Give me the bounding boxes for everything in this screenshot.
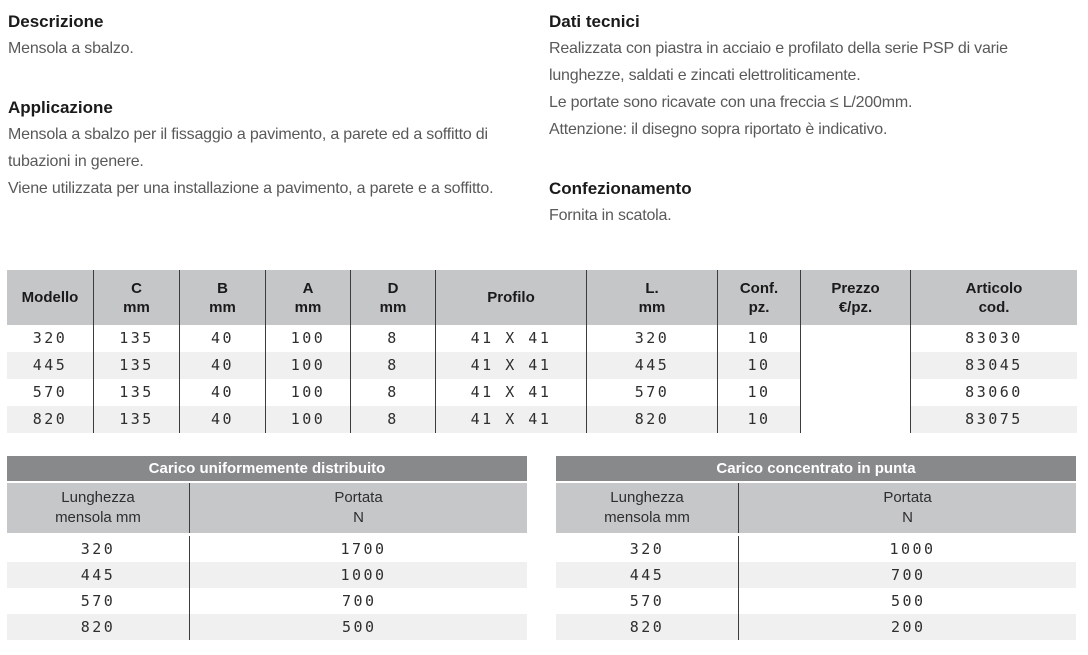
column-header-lunghezza: Lunghezza mensola mm bbox=[604, 489, 690, 526]
cell-lunghezza: 320 bbox=[80, 540, 116, 558]
load-table-tip-body bbox=[556, 536, 1076, 640]
table-row bbox=[7, 406, 1077, 433]
cell-portata: 500 bbox=[189, 614, 527, 640]
cell-lunghezza: 570 bbox=[629, 592, 665, 610]
cell-portata: 500 bbox=[738, 588, 1076, 614]
cell-l: 570 bbox=[586, 379, 717, 406]
column-header-prezzo: Prezzo €/pz. bbox=[800, 270, 910, 325]
table-row bbox=[7, 588, 527, 614]
cell-b: 40 bbox=[179, 352, 265, 379]
cell-b: 40 bbox=[179, 379, 265, 406]
table-row bbox=[7, 536, 527, 562]
table-row bbox=[7, 379, 1077, 406]
load-table-tip-title: Carico concentrato in punta bbox=[556, 456, 1076, 481]
cell-modello: 820 bbox=[32, 410, 68, 428]
right-text-column bbox=[549, 8, 1080, 229]
table-row bbox=[556, 562, 1076, 588]
cell-conf: 10 bbox=[717, 352, 800, 379]
packaging-body: Fornita in scatola. bbox=[549, 207, 672, 224]
column-header-conf-pz: Conf. pz. bbox=[717, 270, 800, 325]
application-para-1: Mensola a sbalzo per il fissaggio a pavimento, a parete ed a soffitto di tubazioni in genere. bbox=[8, 126, 488, 170]
cell-a: 100 bbox=[265, 379, 350, 406]
cell-portata: 1700 bbox=[189, 536, 527, 562]
technical-data-para-2: Le portate sono ricavate con una freccia ≤ L/200mm. bbox=[549, 94, 913, 111]
cell-conf: 10 bbox=[717, 406, 800, 433]
load-table-uniform-body bbox=[7, 536, 527, 640]
intro-text-columns bbox=[8, 8, 1080, 229]
table-row bbox=[7, 352, 1077, 379]
cell-c: 135 bbox=[93, 379, 179, 406]
cell-lunghezza: 820 bbox=[80, 618, 116, 636]
cell-d: 8 bbox=[350, 379, 435, 406]
cell-c: 135 bbox=[93, 406, 179, 433]
cell-portata: 700 bbox=[189, 588, 527, 614]
cell-conf: 10 bbox=[717, 325, 800, 352]
cell-modello: 570 bbox=[32, 383, 68, 401]
cell-prezzo bbox=[800, 406, 910, 433]
cell-modello: 320 bbox=[32, 329, 68, 347]
cell-articolo: 83075 bbox=[910, 406, 1077, 433]
cell-prezzo bbox=[800, 379, 910, 406]
packaging-title: Confezionamento bbox=[549, 179, 692, 198]
cell-profilo: 41 X 41 bbox=[435, 325, 586, 352]
cell-a: 100 bbox=[265, 406, 350, 433]
cell-b: 40 bbox=[179, 325, 265, 352]
description-title: Descrizione bbox=[8, 12, 104, 31]
technical-data-title: Dati tecnici bbox=[549, 12, 640, 31]
column-header-b-mm: B mm bbox=[179, 270, 265, 325]
cell-lunghezza: 445 bbox=[629, 566, 665, 584]
column-header-d-mm: D mm bbox=[350, 270, 435, 325]
cell-lunghezza: 570 bbox=[80, 592, 116, 610]
cell-prezzo bbox=[800, 352, 910, 379]
cell-a: 100 bbox=[265, 325, 350, 352]
application-title: Applicazione bbox=[8, 98, 113, 117]
cell-c: 135 bbox=[93, 352, 179, 379]
cell-modello: 445 bbox=[32, 356, 68, 374]
load-table-tip-header-row bbox=[556, 483, 1076, 533]
load-table-uniform-header-row bbox=[7, 483, 527, 533]
cell-lunghezza: 445 bbox=[80, 566, 116, 584]
cell-conf: 10 bbox=[717, 379, 800, 406]
column-header-articolo-cod: Articolo cod. bbox=[910, 270, 1077, 325]
technical-data-para-3: Attenzione: il disegno sopra riportato è indicativo. bbox=[549, 121, 888, 138]
cell-portata: 200 bbox=[738, 614, 1076, 640]
cell-profilo: 41 X 41 bbox=[435, 379, 586, 406]
cell-l: 320 bbox=[586, 325, 717, 352]
product-table bbox=[7, 270, 1077, 433]
column-header-a-mm: A mm bbox=[265, 270, 350, 325]
column-header-portata: Portata N bbox=[189, 483, 527, 533]
description-body: Mensola a sbalzo. bbox=[8, 40, 134, 57]
cell-c: 135 bbox=[93, 325, 179, 352]
table-row bbox=[7, 562, 527, 588]
cell-articolo: 83030 bbox=[910, 325, 1077, 352]
column-header-lunghezza: Lunghezza mensola mm bbox=[55, 489, 141, 526]
cell-d: 8 bbox=[350, 325, 435, 352]
cell-articolo: 83045 bbox=[910, 352, 1077, 379]
cell-lunghezza: 320 bbox=[629, 540, 665, 558]
table-row bbox=[7, 325, 1077, 352]
cell-d: 8 bbox=[350, 406, 435, 433]
column-header-profilo: Profilo bbox=[435, 270, 586, 325]
technical-data-para-1: Realizzata con piastra in acciaio e profilato della serie PSP di varie lunghezze, saldati e zincati elettroliticamente. bbox=[549, 40, 1008, 84]
product-table-body bbox=[7, 325, 1077, 433]
column-header-l-mm: L. mm bbox=[586, 270, 717, 325]
cell-l: 445 bbox=[586, 352, 717, 379]
column-header-modello: Modello bbox=[21, 289, 79, 306]
table-row bbox=[556, 614, 1076, 640]
table-row bbox=[556, 588, 1076, 614]
cell-d: 8 bbox=[350, 352, 435, 379]
cell-profilo: 41 X 41 bbox=[435, 406, 586, 433]
load-table-tip bbox=[556, 456, 1076, 640]
cell-prezzo bbox=[800, 325, 910, 352]
product-table-header-row bbox=[7, 270, 1077, 325]
column-header-c-mm: C mm bbox=[93, 270, 179, 325]
cell-portata: 1000 bbox=[738, 536, 1076, 562]
cell-portata: 700 bbox=[738, 562, 1076, 588]
left-text-column bbox=[8, 8, 539, 229]
column-header-portata: Portata N bbox=[738, 483, 1076, 533]
cell-l: 820 bbox=[586, 406, 717, 433]
application-para-2: Viene utilizzata per una installazione a pavimento, a parete e a soffitto. bbox=[8, 180, 494, 197]
cell-b: 40 bbox=[179, 406, 265, 433]
load-table-uniform-title: Carico uniformemente distribuito bbox=[7, 456, 527, 481]
table-row bbox=[7, 614, 527, 640]
cell-portata: 1000 bbox=[189, 562, 527, 588]
table-row bbox=[556, 536, 1076, 562]
cell-profilo: 41 X 41 bbox=[435, 352, 586, 379]
cell-lunghezza: 820 bbox=[629, 618, 665, 636]
cell-a: 100 bbox=[265, 352, 350, 379]
load-table-uniform bbox=[7, 456, 527, 640]
cell-articolo: 83060 bbox=[910, 379, 1077, 406]
